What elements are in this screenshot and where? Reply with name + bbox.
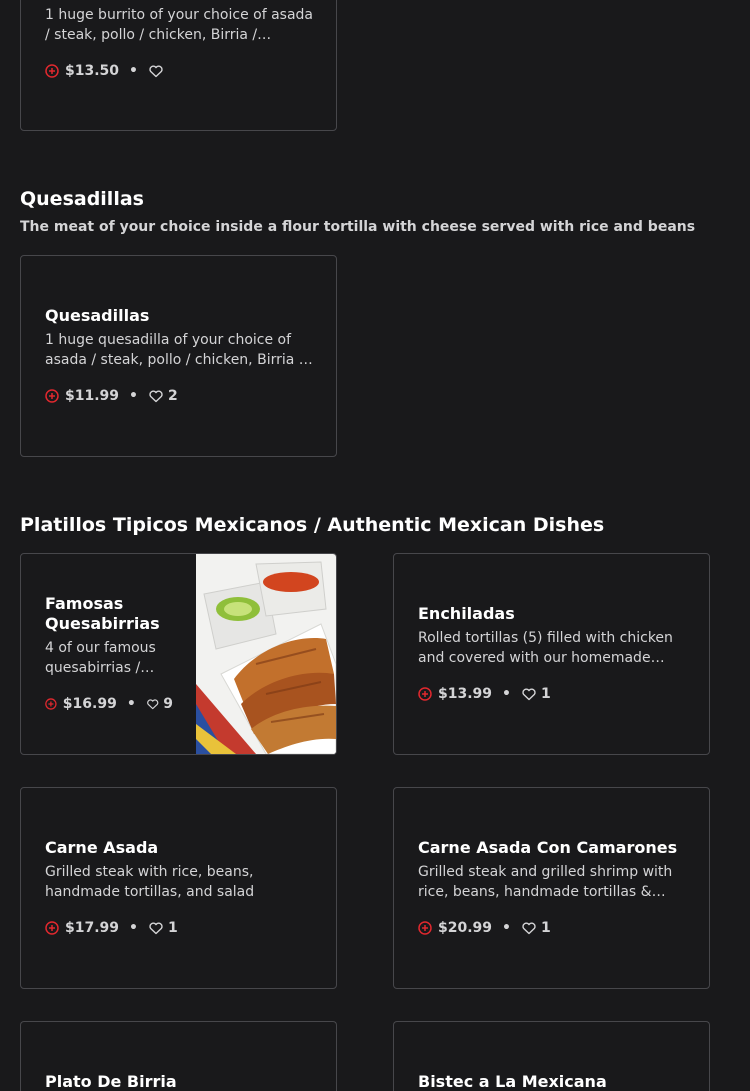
item-name: Carne Asada Con Camarones bbox=[418, 838, 678, 857]
menu-item-card[interactable] bbox=[20, 1021, 337, 1091]
like-count: 1 bbox=[167, 920, 178, 936]
item-name: Bistec a La Mexicana bbox=[418, 1072, 607, 1091]
menu-item-card[interactable] bbox=[393, 1021, 710, 1091]
item-price: $16.99 bbox=[62, 696, 117, 712]
like-count: 1 bbox=[540, 686, 551, 702]
menu-item-card[interactable] bbox=[393, 787, 710, 989]
item-meta bbox=[418, 918, 688, 938]
item-price: $17.99 bbox=[65, 920, 120, 936]
separator-dot: • bbox=[502, 920, 511, 936]
section-subtitle: The meat of your choice inside a flour tortilla with cheese served with rice and beans bbox=[20, 219, 696, 235]
like-count: 2 bbox=[167, 388, 178, 404]
like-count: 1 bbox=[540, 920, 551, 936]
item-description: Grilled steak with rice, beans, handmade tortillas, and salad bbox=[45, 864, 255, 900]
plus-circle-icon[interactable] bbox=[45, 389, 59, 403]
menu-item-card[interactable] bbox=[393, 553, 710, 755]
separator-dot: • bbox=[502, 686, 511, 702]
item-meta bbox=[45, 918, 315, 938]
heart-outline-icon[interactable] bbox=[148, 920, 164, 936]
section-title: Platillos Tipicos Mexicanos / Authentic Mexican Dishes bbox=[20, 514, 605, 536]
plus-circle-icon[interactable] bbox=[45, 697, 57, 711]
item-name: Enchiladas bbox=[418, 604, 515, 623]
heart-outline-icon[interactable] bbox=[521, 920, 537, 936]
item-meta bbox=[418, 684, 688, 704]
item-description: 1 huge quesadilla of your choice of asada / steak, pollo / chicken, Birria / bbox=[45, 332, 304, 368]
item-meta bbox=[45, 61, 315, 81]
plus-circle-icon[interactable] bbox=[418, 687, 432, 701]
item-price: $13.50 bbox=[65, 63, 120, 79]
item-description: Grilled steak and grilled shrimp with rice, beans, handmade tortillas & bbox=[418, 864, 673, 900]
separator-dot: • bbox=[129, 388, 138, 404]
heart-outline-icon[interactable] bbox=[148, 388, 164, 404]
section-title: Quesadillas bbox=[20, 188, 144, 210]
item-description: 1 huge burrito of your choice of asada / steak, pollo / chicken, Birria / bbox=[45, 7, 313, 43]
menu-item-card[interactable] bbox=[20, 0, 337, 131]
separator-dot: • bbox=[129, 920, 138, 936]
item-name: Carne Asada bbox=[45, 838, 159, 857]
item-meta bbox=[45, 386, 313, 406]
item-description: 4 of our famous quesabirrias / bbox=[45, 640, 156, 676]
item-name: Famosas Quesabirrias bbox=[45, 594, 160, 633]
item-meta bbox=[45, 694, 173, 714]
item-price: $20.99 bbox=[438, 920, 493, 936]
plus-circle-icon[interactable] bbox=[418, 921, 432, 935]
item-description: Rolled tortillas (5) filled with chicken and covered with our homemade bbox=[418, 630, 673, 666]
item-name: Quesadillas bbox=[45, 306, 150, 325]
item-name: Plato De Birria bbox=[45, 1072, 177, 1091]
heart-outline-icon[interactable] bbox=[148, 63, 164, 79]
plus-circle-icon[interactable] bbox=[45, 64, 59, 78]
separator-dot: • bbox=[129, 63, 138, 79]
heart-outline-icon[interactable] bbox=[521, 686, 537, 702]
menu-item-card[interactable] bbox=[20, 787, 337, 989]
item-photo bbox=[196, 554, 336, 754]
plus-circle-icon[interactable] bbox=[45, 921, 59, 935]
menu-item-card[interactable] bbox=[20, 553, 337, 755]
item-price: $11.99 bbox=[65, 388, 120, 404]
menu-item-card[interactable] bbox=[20, 255, 337, 457]
item-price: $13.99 bbox=[438, 686, 493, 702]
heart-outline-icon[interactable] bbox=[146, 696, 159, 712]
like-count: 9 bbox=[163, 696, 173, 712]
separator-dot: • bbox=[126, 696, 136, 712]
